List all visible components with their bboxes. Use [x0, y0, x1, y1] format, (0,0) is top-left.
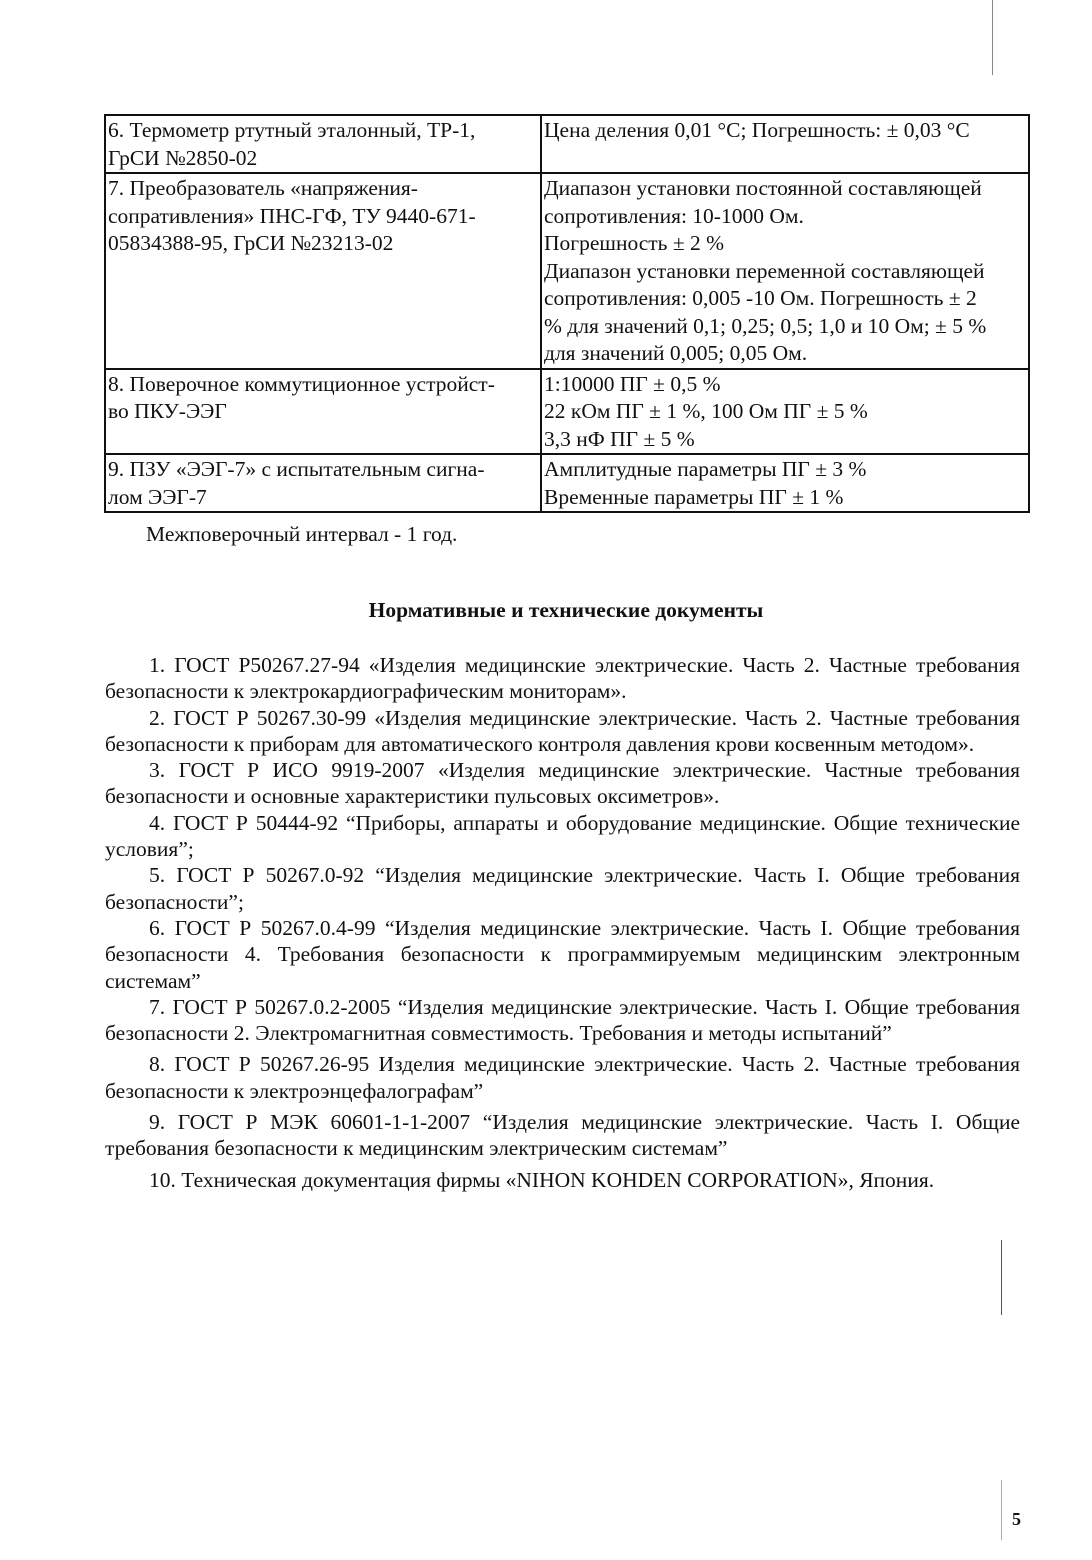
- cell-line: 7. Преобразователь «напряжения-: [108, 176, 418, 200]
- equipment-spec-cell: [541, 173, 1029, 369]
- reference-item: 10. Техническая документация фирмы «NIHON KOHDEN CORPORATION», Япония.: [149, 1167, 935, 1192]
- reference-item: 7. ГОСТ Р 50267.0.2-2005 “Изделия медицинские электрические. Часть I. Общие требования безопасности 2. Электромагнитная совместимость. Требования и методы испытаний”: [105, 994, 1020, 1046]
- table-row: [105, 454, 1029, 512]
- cell-line: Амплитудные параметры ПГ ± 3 %: [544, 457, 867, 481]
- reference-item: 6. ГОСТ Р 50267.0.4-99 “Изделия медицинские электрические. Часть I. Общие требования безопасности 4. Требования безопасности к программируемым медицинским электронным системам”: [105, 915, 1020, 993]
- cell-line: сопративления» ПНС-ГФ, ТУ 9440-671-: [108, 203, 476, 228]
- cell-line: сопротивления: 0,005 -10 Ом. Погрешность ± 2: [544, 286, 977, 310]
- table-row: [105, 369, 1029, 455]
- cell-line: Временные параметры ПГ ± 1 %: [544, 484, 844, 509]
- cell-line: 22 кОм ПГ ± 1 %, 100 Ом ПГ ± 5 %: [544, 399, 868, 423]
- cell-line: Погрешность ± 2 %: [544, 231, 725, 255]
- cell-line: 3,3 нФ ПГ ± 5 %: [544, 426, 695, 451]
- scan-edge-line: [1001, 1240, 1002, 1315]
- section-heading: Нормативные и технические документы: [368, 598, 764, 622]
- cell-line: % для значений 0,1; 0,25; 0,5; 1,0 и 10 Ом; ± 5 %: [544, 313, 987, 338]
- cell-line: Цена деления 0,01 °С; Погрешность: ± 0,03 °С: [544, 118, 970, 142]
- equipment-spec-cell: [541, 369, 1029, 455]
- reference-item: 8. ГОСТ Р 50267.26-95 Изделия медицинские электрические. Часть 2. Частные требования безопасности к электроэнцефалографам”: [105, 1052, 1020, 1103]
- equipment-name-cell: [105, 369, 541, 455]
- cell-line: ГрСИ №2850-02: [108, 145, 258, 170]
- references-list: [105, 652, 1020, 1193]
- equipment-spec-cell: [541, 454, 1029, 512]
- cell-line: Диапазон установки переменной составляющей: [544, 258, 985, 283]
- cell-line: Диапазон установки постоянной составляющей: [544, 176, 982, 200]
- reference-item: 5. ГОСТ Р 50267.0-92 “Изделия медицинские электрические. Часть I. Общие требования безопасности”;: [105, 863, 1020, 914]
- reference-item: 1. ГОСТ Р50267.27-94 «Изделия медицинские электрические. Часть 2. Частные требования безопасности к электрокардиографическим мониторам».: [105, 653, 1020, 704]
- cell-line: лом ЭЭГ-7: [108, 484, 207, 509]
- cell-line: 8. Поверочное коммутиционное устройст-: [108, 371, 495, 396]
- table-row: [105, 173, 1029, 369]
- cell-line: 1:10000 ПГ ± 0,5 %: [544, 371, 721, 396]
- equipment-name-cell: [105, 173, 541, 369]
- cell-line: для значений 0,005; 0,05 Ом.: [544, 341, 808, 365]
- cell-line: 6. Термометр ртутный эталонный, ТР-1,: [108, 118, 476, 142]
- reference-item: 2. ГОСТ Р 50267.30-99 «Изделия медицинские электрические. Часть 2. Частные требования безопасности к приборам для автоматического контроля давления крови косвенным методом».: [105, 705, 1020, 756]
- scan-edge-line: [1001, 1480, 1002, 1540]
- cell-line: 05834388-95, ГрСИ №23213-02: [108, 231, 394, 255]
- cell-line: 9. ПЗУ «ЭЭГ-7» с испытательным сигна-: [108, 457, 485, 481]
- page-number: 5: [1012, 1509, 1021, 1529]
- scan-edge-line: [992, 0, 993, 75]
- equipment-name-cell: [105, 454, 541, 512]
- table-row: [105, 115, 1029, 173]
- cell-line: во ПКУ-ЭЭГ: [108, 399, 227, 423]
- reference-item: 3. ГОСТ Р ИСО 9919-2007 «Изделия медицинские электрические. Частные требования безопасности и основные характеристики пульсовых оксиметров».: [105, 758, 1020, 809]
- equipment-name-cell: [105, 115, 541, 173]
- reference-item: 9. ГОСТ Р МЭК 60601-1-1-2007 “Изделия медицинские электрические. Часть I. Общие требования безопасности к медицинским электрическим системам”: [105, 1110, 1020, 1161]
- reference-item: 4. ГОСТ Р 50444-92 “Приборы, аппараты и оборудование медицинские. Общие технические условия”;: [105, 810, 1020, 862]
- equipment-table: [104, 114, 1030, 513]
- cell-line: сопротивления: 10-1000 Ом.: [544, 203, 804, 228]
- verification-interval: Межповерочный интервал - 1 год.: [146, 522, 458, 546]
- equipment-spec-cell: [541, 115, 1029, 173]
